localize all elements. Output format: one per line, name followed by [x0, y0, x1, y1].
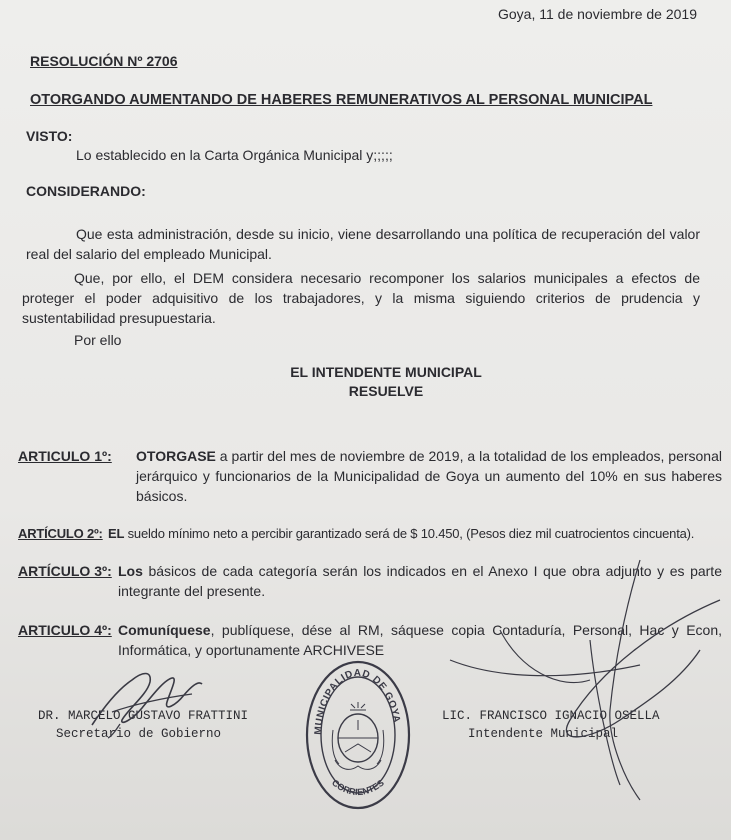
article-1-text: a partir del mes de noviembre de 2019, a la totalidad de los empleados, personal jerárquico y funcionarios de la Municipalidad de Goya un aumento del 10% en sus haberes básicos. — [136, 448, 722, 504]
visto-text: Lo establecido en la Carta Orgánica Municipal y;;;;; — [76, 147, 393, 163]
article-1-lead: OTORGASE — [136, 448, 216, 464]
article-1-label: ARTICULO 1º: — [18, 448, 112, 464]
article-2-label: ARTÍCULO 2º: — [18, 526, 103, 541]
resuelve-heading — [200, 363, 572, 401]
seal-ring-bottom: CORRIENTES — [329, 777, 386, 798]
right-signatory-title: Intendente Municipal — [468, 727, 619, 741]
seal-ring-top: MUNICIPALIDAD DE GOYA — [312, 667, 402, 736]
article-3-label: ARTÍCULO 3º: — [18, 563, 112, 579]
considerando-p1-text: Que esta administración, desde su inicio, viene desarrollando una política de recuperación del valor real del salario del empleado Municipal. — [26, 226, 700, 262]
left-signature — [72, 650, 232, 740]
resolution-number: RESOLUCIÓN Nº 2706 — [30, 53, 178, 69]
considerando-p2-text: Que, por ello, el DEM considera necesario recomponer los salarios municipales a efectos de proteger el poder adquisitivo de los trabajadores, y la misma siguiendo criterios de prudencia y sustentabilidad presupuestaria. — [22, 270, 700, 326]
por-ello: Por ello — [74, 332, 122, 348]
place-date: Goya, 11 de noviembre de 2019 — [498, 6, 697, 22]
article-4-lead: Comuníquese — [118, 622, 211, 638]
svg-text:CORRIENTES — [330, 778, 386, 798]
considerando-paragraph-1 — [26, 224, 700, 264]
left-signatory-name: DR. MARCELO GUSTAVO FRATTINI — [38, 709, 249, 723]
municipal-seal — [305, 660, 411, 810]
considerando-heading: CONSIDERANDO: — [26, 183, 146, 199]
left-signatory-title: Secretario de Gobierno — [56, 727, 222, 741]
right-signature — [440, 530, 730, 830]
article-3-lead: Los — [118, 563, 143, 579]
article-2-lead: EL — [108, 526, 125, 541]
article-2-text: sueldo mínimo neto a percibir garantizado será de $ 10.450, (Pesos diez mil cuatrocientos cincuenta). — [124, 526, 695, 541]
article-1-body — [136, 446, 722, 506]
sun-icon — [350, 702, 366, 710]
article-4-label: ARTICULO 4º: — [18, 622, 112, 638]
article-1 — [18, 446, 722, 510]
considerando-paragraph-2 — [22, 268, 700, 328]
article-3-text: básicos de cada categoría serán los indicados en el Anexo I que obra adjunto y es parte integrante del presente. — [118, 563, 722, 599]
article-4-text: , publíquese, dése al RM, sáquese copia Contaduría, Personal, Hac y Econ, Informática, y oportunamente ARCHIVESE — [118, 622, 722, 658]
resuelve-line: RESUELVE — [348, 383, 424, 399]
right-signatory-name: LIC. FRANCISCO IGNACIO OSELLA — [442, 709, 660, 723]
resolution-subject: OTORGANDO AUMENTANDO DE HABERES REMUNERATIVOS AL PERSONAL MUNICIPAL — [30, 92, 653, 108]
visto-heading: VISTO: — [26, 128, 73, 144]
intendente-line: EL INTENDENTE MUNICIPAL — [290, 364, 482, 380]
